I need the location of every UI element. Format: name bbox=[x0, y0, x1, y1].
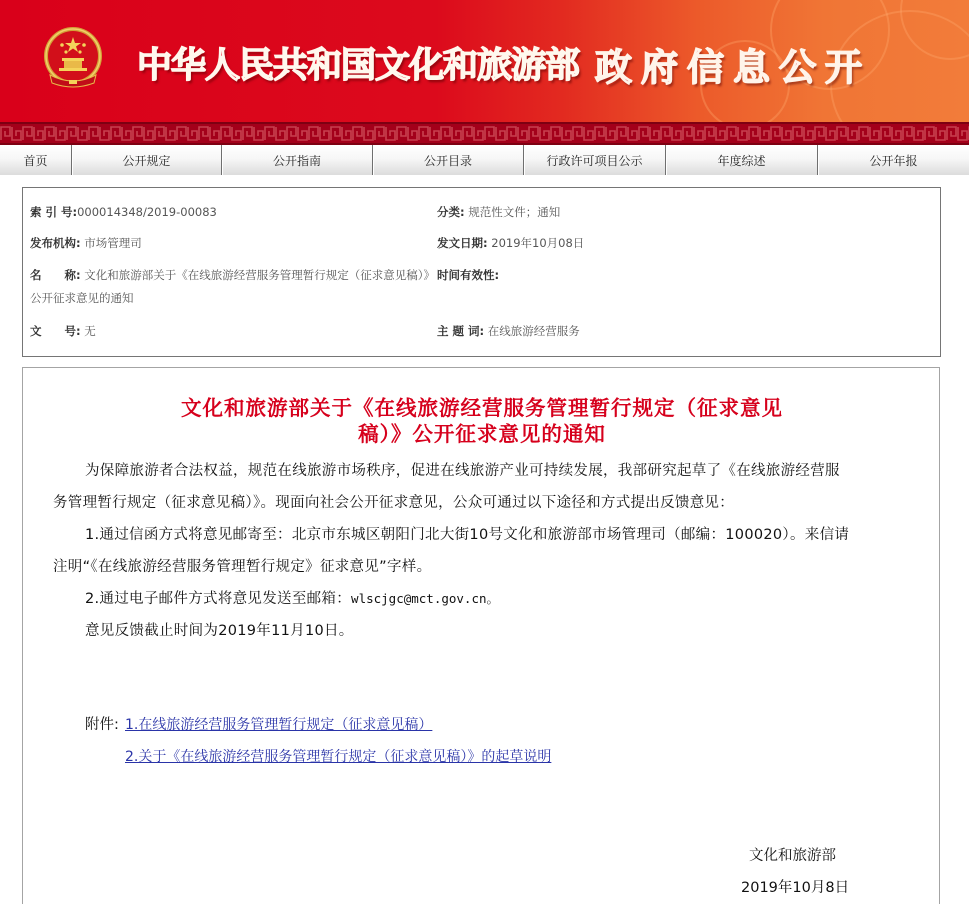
attachment-link-2[interactable]: 2.关于《在线旅游经营服务管理暂行规定（征求意见稿）》的起草说明 bbox=[125, 749, 552, 765]
paragraph-2-line-2: 注明“《在线旅游经营服务管理暂行规定》征求意见”字样。 bbox=[53, 559, 432, 575]
nav-item-disclosure-guide[interactable] bbox=[222, 145, 373, 175]
nav-item-home[interactable] bbox=[0, 145, 72, 175]
nav-item-disclosure-rules[interactable] bbox=[72, 145, 222, 175]
meta-issue-date bbox=[437, 232, 584, 255]
meta-value: 规范性文件；通知 bbox=[464, 205, 561, 219]
greek-key-border bbox=[0, 122, 969, 145]
meta-label: 索 引 号: bbox=[30, 205, 78, 219]
attachments-label: 附件: bbox=[85, 717, 119, 733]
nav-item-admin-permits[interactable] bbox=[524, 145, 666, 175]
nav-item-label: 公开目录 bbox=[423, 153, 472, 168]
meta-index-no bbox=[30, 201, 217, 224]
meta-label: 发布机构: bbox=[30, 236, 81, 250]
main-nav bbox=[0, 145, 969, 175]
document-title-line-2: 稿）》公开征求意见的通知 bbox=[358, 422, 606, 446]
meta-value: 000014348/2019-00083 bbox=[77, 205, 217, 219]
nav-item-label: 公开指南 bbox=[272, 153, 321, 168]
meta-value: 2019年10月08日 bbox=[487, 236, 585, 250]
document-content bbox=[22, 367, 940, 904]
meta-name bbox=[30, 264, 430, 310]
document-title bbox=[23, 395, 941, 447]
meta-label: 分类: bbox=[437, 205, 465, 219]
meta-label: 名 称: bbox=[30, 268, 81, 282]
paragraph-2-line-1: 1.通过信函方式将意见邮寄至：北京市东城区朝阳门北大街10号文化和旅游部市场管理司（邮编：100020）。来信请 bbox=[85, 527, 850, 543]
meta-value: 无 bbox=[80, 324, 96, 338]
paragraph-1-line-2: 务管理暂行规定（征求意见稿）》。现面向社会公开征求意见，公众可通过以下途径和方式提出反馈意见： bbox=[53, 495, 735, 511]
paragraph-3 bbox=[85, 583, 499, 615]
meta-label: 主 题 词: bbox=[437, 324, 485, 338]
meta-category bbox=[437, 201, 560, 224]
meta-label: 文 号: bbox=[30, 324, 81, 338]
national-emblem-icon[interactable] bbox=[40, 25, 106, 93]
site-subtitle: 政府信息公开 bbox=[595, 45, 871, 89]
meta-value: 文化和旅游部关于《在线旅游经营服务管理暂行规定（征求意见稿）》公开征求意见的通知 bbox=[30, 268, 430, 305]
nav-item-label: 行政许可项目公示 bbox=[546, 153, 643, 168]
nav-item-label: 公开规定 bbox=[122, 153, 171, 168]
nav-item-annual-overview[interactable] bbox=[666, 145, 818, 175]
meta-validity bbox=[437, 264, 499, 287]
signature-org: 文化和旅游部 bbox=[749, 848, 836, 864]
site-title: 中华人民共和国文化和旅游部 bbox=[137, 46, 580, 86]
meta-publisher bbox=[30, 232, 142, 255]
paragraph-1-line-1: 为保障旅游者合法权益，规范在线旅游市场秩序，促进在线旅游产业可持续发展，我部研究起草了《在线旅游经营服 bbox=[85, 463, 840, 479]
meta-label: 发文日期: bbox=[437, 236, 488, 250]
attachment-link-1[interactable]: 1.在线旅游经营服务管理暂行规定（征求意见稿） bbox=[125, 717, 433, 733]
paragraph-3-text: 2.通过电子邮件方式将意见发送至邮箱： bbox=[85, 591, 352, 607]
nav-item-disclosure-catalog[interactable] bbox=[373, 145, 524, 175]
meta-label: 时间有效性: bbox=[437, 268, 500, 282]
nav-item-label: 公开年报 bbox=[869, 153, 918, 168]
nav-item-label: 年度综述 bbox=[717, 153, 766, 168]
feedback-email: wlscjgc@mct.gov.cn。 bbox=[351, 591, 500, 606]
paragraph-4: 意见反馈截止时间为2019年11月10日。 bbox=[85, 623, 354, 639]
document-title-line-1: 文化和旅游部关于《在线旅游经营服务管理暂行规定（征求意见 bbox=[181, 396, 783, 420]
nav-item-annual-report[interactable] bbox=[818, 145, 969, 175]
meta-keywords bbox=[437, 320, 580, 343]
meta-value: 在线旅游经营服务 bbox=[484, 324, 580, 338]
site-banner bbox=[0, 0, 969, 122]
signature-date: 2019年10月8日 bbox=[741, 880, 850, 896]
meta-value: 市场管理司 bbox=[80, 236, 142, 250]
meta-doc-no bbox=[30, 320, 96, 343]
nav-item-label: 首页 bbox=[23, 153, 48, 168]
document-meta-box bbox=[22, 187, 941, 357]
